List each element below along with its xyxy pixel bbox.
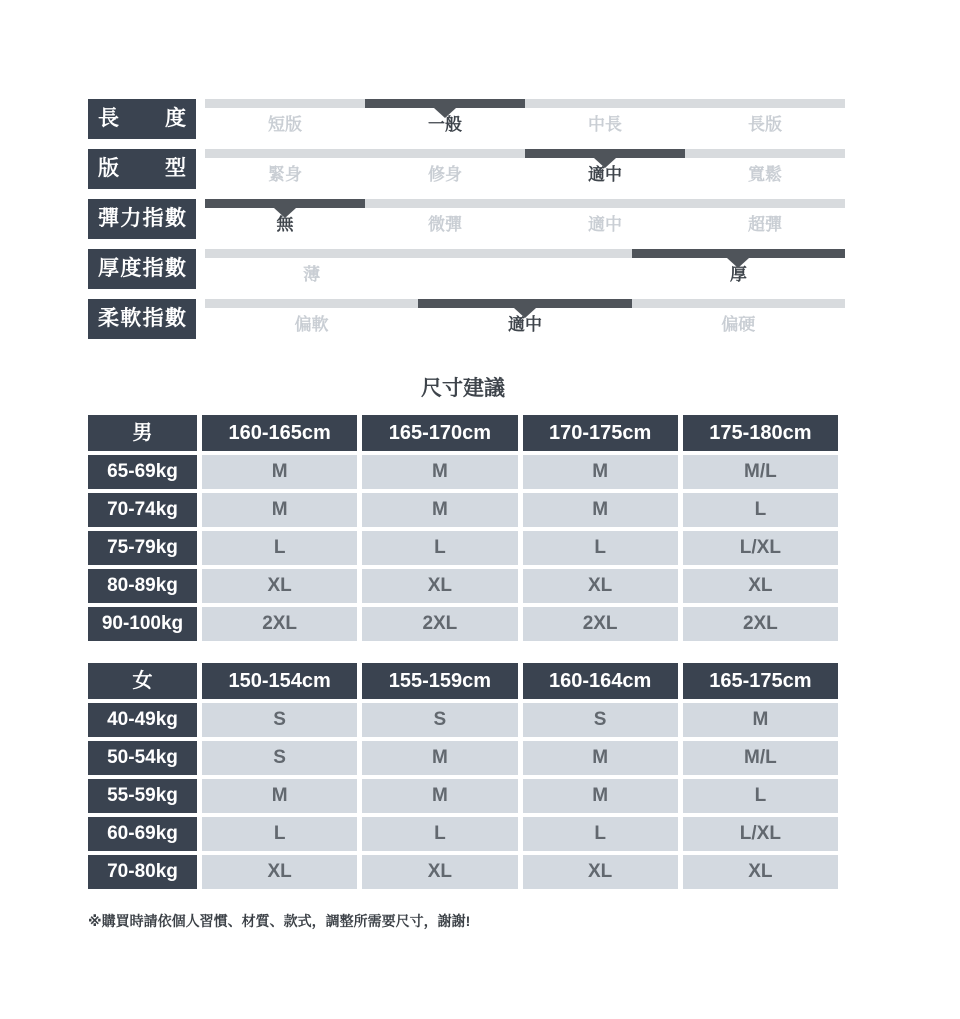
size-guide-page bbox=[88, 99, 838, 931]
weight-label-cell: 55-59kg bbox=[88, 779, 197, 813]
weight-label-cell: 70-80kg bbox=[88, 855, 197, 889]
weight-label-cell: 60-69kg bbox=[88, 817, 197, 851]
table-header-cell: 160-165cm bbox=[202, 415, 357, 451]
size-cell: M bbox=[523, 493, 678, 527]
weight-label-cell: 90-100kg bbox=[88, 607, 197, 641]
slider-option-label: 偏軟 bbox=[294, 315, 329, 334]
slider-selected-segment bbox=[525, 149, 685, 158]
size-cell: M bbox=[202, 493, 357, 527]
table-header-cell: 160-164cm bbox=[523, 663, 678, 699]
size-cell: M bbox=[523, 741, 678, 775]
size-cell: XL bbox=[202, 855, 357, 889]
size-cell: XL bbox=[523, 855, 678, 889]
table-header-cell: 165-170cm bbox=[362, 415, 517, 451]
slider-option-label bbox=[418, 262, 631, 287]
size-table-women bbox=[88, 663, 838, 889]
weight-label-cell: 50-54kg bbox=[88, 741, 197, 775]
slider-option-label: 適中 bbox=[507, 315, 542, 334]
size-cell: M bbox=[683, 703, 838, 737]
pointer-triangle-icon bbox=[434, 108, 456, 118]
size-cell: L bbox=[523, 531, 678, 565]
size-cell: M bbox=[202, 455, 357, 489]
slider-row bbox=[88, 199, 838, 239]
size-tables bbox=[88, 415, 838, 889]
slider-option-labels bbox=[205, 212, 845, 237]
pointer-triangle-icon bbox=[594, 158, 616, 168]
slider-option-label: 緊身 bbox=[268, 165, 302, 184]
slider-option-label: 一般 bbox=[428, 115, 462, 134]
size-cell: XL bbox=[202, 569, 357, 603]
slider-bar bbox=[205, 149, 845, 187]
size-cell: M bbox=[362, 741, 517, 775]
slider-option-label: 寬鬆 bbox=[748, 165, 782, 184]
slider-bar bbox=[205, 99, 845, 137]
weight-label-cell: 40-49kg bbox=[88, 703, 197, 737]
slider-option-label: 微彈 bbox=[428, 215, 462, 234]
table-header-cell: 150-154cm bbox=[202, 663, 357, 699]
slider-row bbox=[88, 299, 838, 339]
size-cell: M/L bbox=[683, 455, 838, 489]
table-header-cell: 155-159cm bbox=[362, 663, 517, 699]
size-cell: M bbox=[523, 455, 678, 489]
size-suggestion-title: 尺寸建議 bbox=[421, 377, 505, 400]
slider-selected-segment bbox=[365, 99, 525, 108]
slider-row bbox=[88, 149, 838, 189]
size-cell: 2XL bbox=[362, 607, 517, 641]
slider-option-label: 薄 bbox=[303, 265, 321, 284]
table-header-cell: 170-175cm bbox=[523, 415, 678, 451]
slider-option-label: 修身 bbox=[428, 165, 462, 184]
slider-option-label: 偏硬 bbox=[721, 315, 756, 334]
slider-option-labels bbox=[205, 112, 845, 137]
size-cell: L/XL bbox=[683, 531, 838, 565]
slider-option-label: 短版 bbox=[268, 115, 302, 134]
size-cell: S bbox=[202, 741, 357, 775]
size-cell: L bbox=[362, 817, 517, 851]
size-cell: M/L bbox=[683, 741, 838, 775]
slider-bar bbox=[205, 199, 845, 237]
size-cell: 2XL bbox=[523, 607, 678, 641]
size-cell: L bbox=[362, 531, 517, 565]
slider-track bbox=[205, 249, 845, 258]
weight-label-cell: 75-79kg bbox=[88, 531, 197, 565]
size-cell: L/XL bbox=[683, 817, 838, 851]
slider-row-label: 柔軟指數 bbox=[88, 299, 196, 339]
slider-option-label: 超彈 bbox=[748, 215, 782, 234]
table-header-cell: 女 bbox=[88, 663, 197, 699]
slider-option-label: 中長 bbox=[588, 115, 622, 134]
slider-track bbox=[205, 199, 845, 208]
size-cell: M bbox=[362, 455, 517, 489]
size-cell: L bbox=[202, 817, 357, 851]
size-cell: S bbox=[202, 703, 357, 737]
size-cell: XL bbox=[523, 569, 678, 603]
size-cell: XL bbox=[683, 855, 838, 889]
table-header-cell: 男 bbox=[88, 415, 197, 451]
slider-bar bbox=[205, 249, 845, 287]
slider-row bbox=[88, 249, 838, 289]
slider-track bbox=[205, 299, 845, 308]
slider-track bbox=[205, 149, 845, 158]
size-cell: M bbox=[362, 493, 517, 527]
table-header-cell: 175-180cm bbox=[683, 415, 838, 451]
slider-row-label: 彈力指數 bbox=[88, 199, 196, 239]
weight-label-cell: 65-69kg bbox=[88, 455, 197, 489]
slider-option-label: 適中 bbox=[588, 165, 622, 184]
size-cell: M bbox=[523, 779, 678, 813]
slider-selected-segment bbox=[632, 249, 845, 258]
size-cell: XL bbox=[683, 569, 838, 603]
size-cell: S bbox=[362, 703, 517, 737]
size-cell: 2XL bbox=[202, 607, 357, 641]
slider-option-labels bbox=[205, 162, 845, 187]
size-cell: S bbox=[523, 703, 678, 737]
pointer-triangle-icon bbox=[514, 308, 536, 318]
size-cell: 2XL bbox=[683, 607, 838, 641]
pointer-triangle-icon bbox=[727, 258, 749, 268]
size-cell: M bbox=[362, 779, 517, 813]
slider-row bbox=[88, 99, 838, 139]
size-cell: M bbox=[202, 779, 357, 813]
table-header-cell: 165-175cm bbox=[683, 663, 838, 699]
pointer-triangle-icon bbox=[274, 208, 296, 218]
size-cell: L bbox=[683, 779, 838, 813]
purchase-note: ※購買時請依個人習慣、材質、款式，調整所需要尺寸，謝謝! bbox=[88, 913, 471, 929]
weight-label-cell: 80-89kg bbox=[88, 569, 197, 603]
slider-row-label: 厚度指數 bbox=[88, 249, 196, 289]
slider-row-label: 長度 bbox=[88, 99, 196, 139]
slider-option-label: 厚 bbox=[729, 265, 747, 284]
attribute-sliders bbox=[88, 99, 838, 339]
weight-label-cell: 70-74kg bbox=[88, 493, 197, 527]
slider-option-label: 適中 bbox=[588, 215, 622, 234]
slider-track bbox=[205, 99, 845, 108]
size-cell: XL bbox=[362, 569, 517, 603]
size-table-men bbox=[88, 415, 838, 641]
size-cell: XL bbox=[362, 855, 517, 889]
slider-selected-segment bbox=[418, 299, 631, 308]
slider-option-label: 無 bbox=[276, 215, 294, 234]
slider-option-label: 長版 bbox=[748, 115, 782, 134]
size-cell: L bbox=[523, 817, 678, 851]
slider-bar bbox=[205, 299, 845, 337]
size-cell: L bbox=[202, 531, 357, 565]
slider-selected-segment bbox=[205, 199, 365, 208]
slider-row-label: 版型 bbox=[88, 149, 196, 189]
size-cell: L bbox=[683, 493, 838, 527]
